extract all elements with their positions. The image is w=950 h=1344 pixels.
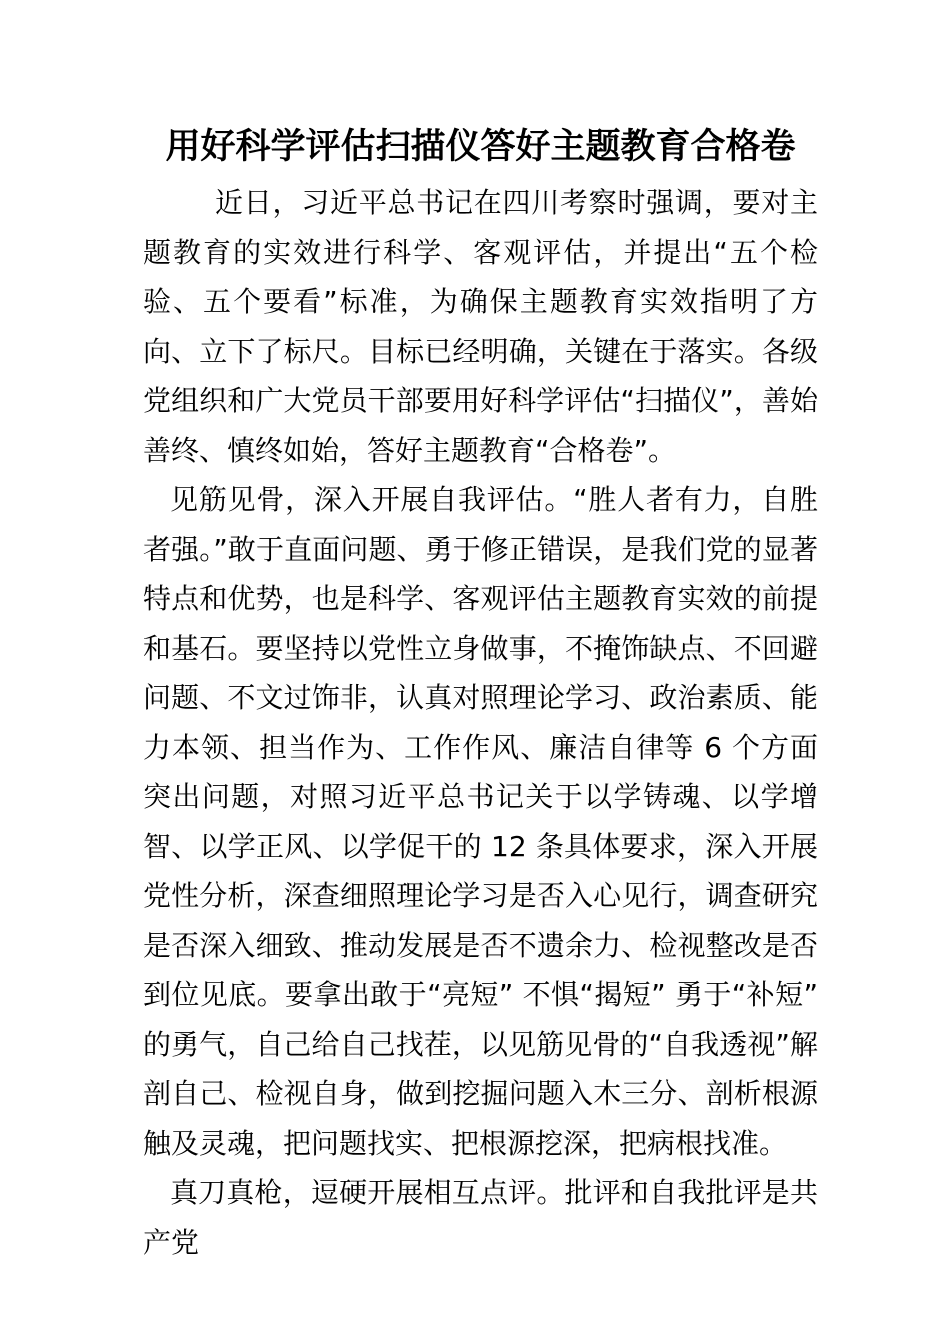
paragraph: 近日，习近平总书记在四川考察时强调，要对主题教育的实效进行科学、客观评估，并提出“五个检验、五个要看”标准，为确保主题教育实效指明了方向、立下了标尺。目标已经明确，关键在于落实。各级党组织和广大党员干部要用好科学评估“扫描仪”，善始善终、慎终如始，答好主题教育“合格卷”。 — [143, 186, 818, 467]
document-title: 用好科学评估扫描仪答好主题教育合格卷 — [165, 127, 796, 167]
paragraph: 真刀真枪，逗硬开展相互点评。批评和自我批评是共产党 — [143, 1176, 818, 1259]
paragraph: 见筋见骨，深入开展自我评估。“胜人者有力，自胜者强。”敢于直面问题、勇于修正错误，是我们党的显著特点和优势，也是科学、客观评估主题教育实效的前提和基石。要坚持以党性立身做事，不掩饰缺点、不回避问题、不文过饰非，认真对照理论学习、政治素质、能力本领、担当作为、工作作风、廉洁自律等 6 个方面突出问题，对照习近平总书记关于以学铸魂、以学增智、以学正风、以学促干的 12 条具体要求，深入开展党性分析，深查细照理论学习是否入心见行，调查研究是否深入细致、推动发展是否不遗余力、检视整改是否到位见底。要拿出敢于“亮短” 不惧“揭短” 勇于“补短”的勇气，自己给自己找茬，以见筋见骨的“自我透视”解剖自己、检视自身，做到挖掘问题入木三分、剖析根源触及灵魂，把问题找实、把根源挖深，把病根找准。 — [143, 483, 818, 1160]
